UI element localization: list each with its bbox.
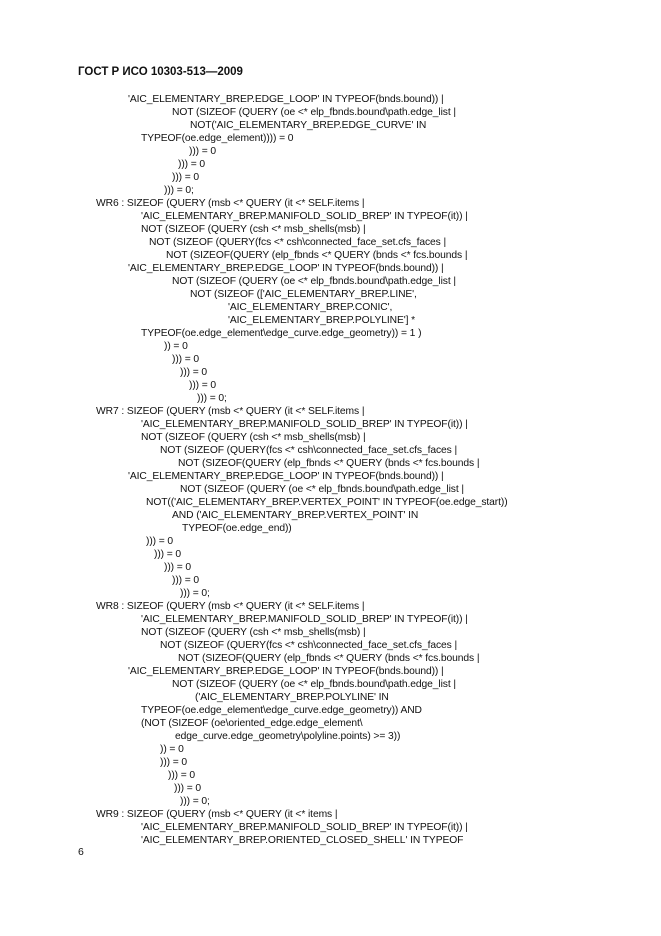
code-line-wr9: WR9 : SIZEOF (QUERY (msb <* QUERY (it <* items | <box>96 809 338 820</box>
code-line-wr8: WR8 : SIZEOF (QUERY (msb <* QUERY (it <* SELF.items | <box>96 601 365 612</box>
code-line: 'AIC_ELEMENTARY_BREP.MANIFOLD_SOLID_BREP' IN TYPEOF(it)) | <box>141 419 468 430</box>
code-line: ))) = 0; <box>197 393 227 404</box>
code-line: 'AIC_ELEMENTARY_BREP.ORIENTED_CLOSED_SHELL' IN TYPEOF <box>141 835 464 846</box>
code-line: 'AIC_ELEMENTARY_BREP.POLYLINE'] * <box>228 315 416 326</box>
code-line: ))) = 0; <box>180 588 210 599</box>
code-line: NOT (SIZEOF (['AIC_ELEMENTARY_BREP.LINE', <box>190 289 417 300</box>
code-line: 'AIC_ELEMENTARY_BREP.EDGE_LOOP' IN TYPEOF(bnds.bound)) | <box>128 263 444 274</box>
code-line: ))) = 0 <box>189 380 217 391</box>
code-line: NOT (SIZEOF (QUERY (oe <* elp_fbnds.bound\path.edge_list | <box>180 484 464 495</box>
code-line: NOT (SIZEOF (QUERY(fcs <* csh\connected_face_set.cfs_faces | <box>160 640 458 651</box>
code-line: NOT (SIZEOF (QUERY (oe <* elp_fbnds.bound\path.edge_list | <box>172 107 456 118</box>
code-line: ))) = 0 <box>172 575 200 586</box>
code-line: ('AIC_ELEMENTARY_BREP.POLYLINE' IN <box>195 692 389 703</box>
code-line: )) = 0 <box>164 341 188 352</box>
code-line: NOT (SIZEOF (QUERY(fcs <* csh\connected_face_set.cfs_faces | <box>149 237 447 248</box>
code-line: NOT (SIZEOF (QUERY (oe <* elp_fbnds.bound\path.edge_list | <box>172 276 456 287</box>
code-line: ))) = 0 <box>172 172 200 183</box>
code-line: NOT('AIC_ELEMENTARY_BREP.EDGE_CURVE' IN <box>190 120 427 131</box>
code-line: TYPEOF(oe.edge_element\edge_curve.edge_geometry)) = 1 ) <box>141 328 422 339</box>
code-line: ))) = 0; <box>164 185 194 196</box>
code-line: 'AIC_ELEMENTARY_BREP.MANIFOLD_SOLID_BREP' IN TYPEOF(it)) | <box>141 822 468 833</box>
code-line: 'AIC_ELEMENTARY_BREP.MANIFOLD_SOLID_BREP' IN TYPEOF(it)) | <box>141 614 468 625</box>
code-line: ))) = 0 <box>154 549 182 560</box>
code-line: ))) = 0 <box>164 562 192 573</box>
code-line: ))) = 0 <box>172 354 200 365</box>
code-line: NOT (SIZEOF (QUERY (csh <* msb_shells(msb) | <box>141 432 366 443</box>
code-line: NOT (SIZEOF(QUERY (elp_fbnds <* QUERY (bnds <* fcs.bounds | <box>166 250 468 261</box>
code-line: NOT (SIZEOF (QUERY (csh <* msb_shells(msb) | <box>141 224 366 235</box>
code-line: TYPEOF(oe.edge_end)) <box>182 523 292 534</box>
code-line: NOT (SIZEOF (QUERY(fcs <* csh\connected_face_set.cfs_faces | <box>160 445 458 456</box>
document-header: ГОСТ Р ИСО 10303-513—2009 <box>78 66 243 78</box>
code-line: (NOT (SIZEOF (oe\oriented_edge.edge_element\ <box>141 718 363 729</box>
code-line: NOT (SIZEOF (QUERY (oe <* elp_fbnds.bound\path.edge_list | <box>172 679 456 690</box>
code-line: ))) = 0 <box>174 783 202 794</box>
code-line: TYPEOF(oe.edge_element\edge_curve.edge_geometry)) AND <box>141 705 422 716</box>
code-line: 'AIC_ELEMENTARY_BREP.CONIC', <box>228 302 393 313</box>
code-line-wr6: WR6 : SIZEOF (QUERY (msb <* QUERY (it <* SELF.items | <box>96 198 365 209</box>
code-line: ))) = 0 <box>160 757 188 768</box>
code-line: NOT (SIZEOF (QUERY (csh <* msb_shells(msb) | <box>141 627 366 638</box>
code-line: 'AIC_ELEMENTARY_BREP.EDGE_LOOP' IN TYPEOF(bnds.bound)) | <box>128 666 444 677</box>
code-line: ))) = 0 <box>180 367 208 378</box>
code-line: 'AIC_ELEMENTARY_BREP.EDGE_LOOP' IN TYPEOF(bnds.bound)) | <box>128 94 444 105</box>
code-line: NOT (SIZEOF(QUERY (elp_fbnds <* QUERY (bnds <* fcs.bounds | <box>178 458 480 469</box>
code-line: ))) = 0 <box>189 146 217 157</box>
code-line: ))) = 0 <box>178 159 206 170</box>
code-line: NOT(('AIC_ELEMENTARY_BREP.VERTEX_POINT' IN TYPEOF(oe.edge_start)) <box>146 497 508 508</box>
code-line: )) = 0 <box>160 744 184 755</box>
code-line: edge_curve.edge_geometry\polyline.points) >= 3)) <box>175 731 401 742</box>
code-line: TYPEOF(oe.edge_element)))) = 0 <box>141 133 294 144</box>
code-line: NOT (SIZEOF(QUERY (elp_fbnds <* QUERY (bnds <* fcs.bounds | <box>178 653 480 664</box>
code-line: 'AIC_ELEMENTARY_BREP.EDGE_LOOP' IN TYPEOF(bnds.bound)) | <box>128 471 444 482</box>
code-line-wr7: WR7 : SIZEOF (QUERY (msb <* QUERY (it <* SELF.items | <box>96 406 365 417</box>
code-line: ))) = 0 <box>146 536 174 547</box>
code-line: AND ('AIC_ELEMENTARY_BREP.VERTEX_POINT' IN <box>172 510 419 521</box>
code-line: ))) = 0 <box>168 770 196 781</box>
code-line: 'AIC_ELEMENTARY_BREP.MANIFOLD_SOLID_BREP' IN TYPEOF(it)) | <box>141 211 468 222</box>
page-number: 6 <box>78 846 84 858</box>
code-line: ))) = 0; <box>180 796 210 807</box>
